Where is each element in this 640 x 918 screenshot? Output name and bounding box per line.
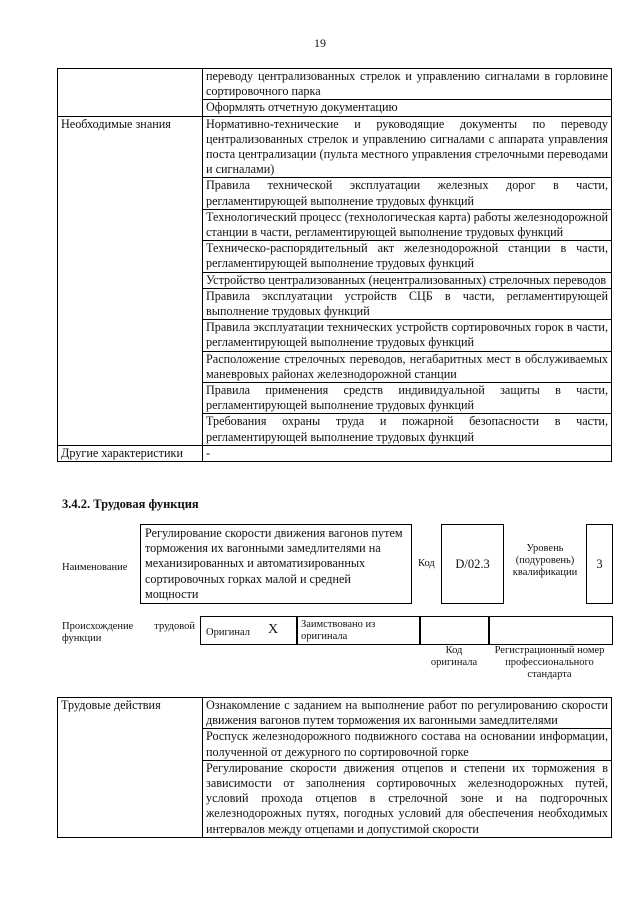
level-label: Уровень (подуровень) квалификации bbox=[512, 543, 578, 578]
other-value: - bbox=[203, 445, 612, 461]
code-value: D/02.3 bbox=[441, 524, 504, 604]
knowledge-row: Правила технической эксплуатации железных дорог в части, регламентирующей выполнение трудовых функций bbox=[203, 178, 612, 209]
knowledge-row: Техническо-распорядительный акт железнодорожной станции в части, регламентирующей выполнение трудовых функций bbox=[203, 241, 612, 272]
table-row bbox=[58, 445, 612, 461]
knowledge-row: Технологический процесс (технологическая карта) работы железнодорожной станции в части, регламентирующей выполнение трудовых функций bbox=[203, 209, 612, 240]
table-row bbox=[58, 698, 612, 729]
knowledge-row: Требования охраны труда и пожарной безопасности в части, регламентирующей выполнение трудовых функций bbox=[203, 414, 612, 445]
borrowed-label: Заимствовано из оригинала bbox=[301, 619, 376, 642]
function-name: Регулирование скорости движения вагонов путем торможения их вагонными замедлителями на механизированных и автоматизированных сортировочных горках малой и средней мощности bbox=[145, 526, 403, 601]
level-value: 3 bbox=[586, 524, 613, 604]
knowledge-row: Правила эксплуатации устройств СЦБ в части, регламентирующей выполнение трудовых функций bbox=[203, 288, 612, 319]
knowledge-table bbox=[57, 68, 612, 462]
knowledge-row: Правила эксплуатации технических устройств сортировочных горок в части, регламентирующей выполнение трудовых функций bbox=[203, 320, 612, 351]
origin-code-box bbox=[419, 616, 490, 645]
code-label: Код bbox=[418, 558, 435, 569]
original-label: Оригинал bbox=[206, 627, 250, 638]
knowledge-label: Необходимые знания bbox=[58, 116, 203, 445]
original-mark: X bbox=[268, 622, 279, 637]
actions-label: Трудовые действия bbox=[58, 698, 203, 838]
knowledge-row: Нормативно-технические и руководящие документы по переводу централизованных стрелок и управлению сигналами с аппарата управления поста централизации (пульта местного управления стрелочными переводами и сигналами) bbox=[203, 116, 612, 178]
name-box bbox=[140, 524, 412, 604]
table-row bbox=[58, 69, 612, 100]
action-row: Роспуск железнодорожного подвижного состава на основании информации, полученной от дежурного по сортировочной горке bbox=[203, 729, 612, 760]
continuation-row: переводу централизованных стрелок и управлению сигналами в горловине сортировочного парка bbox=[203, 69, 612, 100]
original-box bbox=[200, 616, 298, 645]
reg-caption: Регистрационный номер профессионального стандарта bbox=[494, 645, 605, 680]
knowledge-row: Расположение стрелочных переводов, негабаритных мест в обслуживаемых маневровых районах железнодорожной станции bbox=[203, 351, 612, 382]
action-row: Ознакомление с заданием на выполнение работ по регулированию скорости движения вагонов путем торможения их вагонными замедлителями bbox=[203, 698, 612, 729]
actions-table bbox=[57, 697, 612, 838]
knowledge-row: Устройство централизованных (нецентрализованных) стрелочных переводов bbox=[203, 272, 612, 288]
reg-number-box bbox=[488, 616, 613, 645]
action-row: Регулирование скорости движения отцепов и степени их торможения в зависимости от заполнения сортировочных железнодорожных путей, условий прохода отцепов в стрелочной зоне и на подгорочных железнодорожных путях, погодных условий для обеспечения необходимых интервалов между отцепами и допустимой скорости bbox=[203, 760, 612, 837]
page-number: 19 bbox=[314, 36, 326, 50]
knowledge-row: Правила применения средств индивидуальной защиты в части, регламентирующей выполнение трудовых функций bbox=[203, 383, 612, 414]
section-heading: 3.4.2. Трудовая функция bbox=[62, 497, 199, 511]
origin-label: Происхождение трудовой функции bbox=[62, 621, 195, 644]
other-label: Другие характеристики bbox=[58, 445, 203, 461]
code-caption: Код оригинала bbox=[430, 645, 478, 668]
name-label: Наименование bbox=[62, 562, 128, 573]
borrowed-box bbox=[296, 616, 421, 645]
continuation-row: Оформлять отчетную документацию bbox=[203, 100, 612, 116]
table-row bbox=[58, 116, 612, 178]
